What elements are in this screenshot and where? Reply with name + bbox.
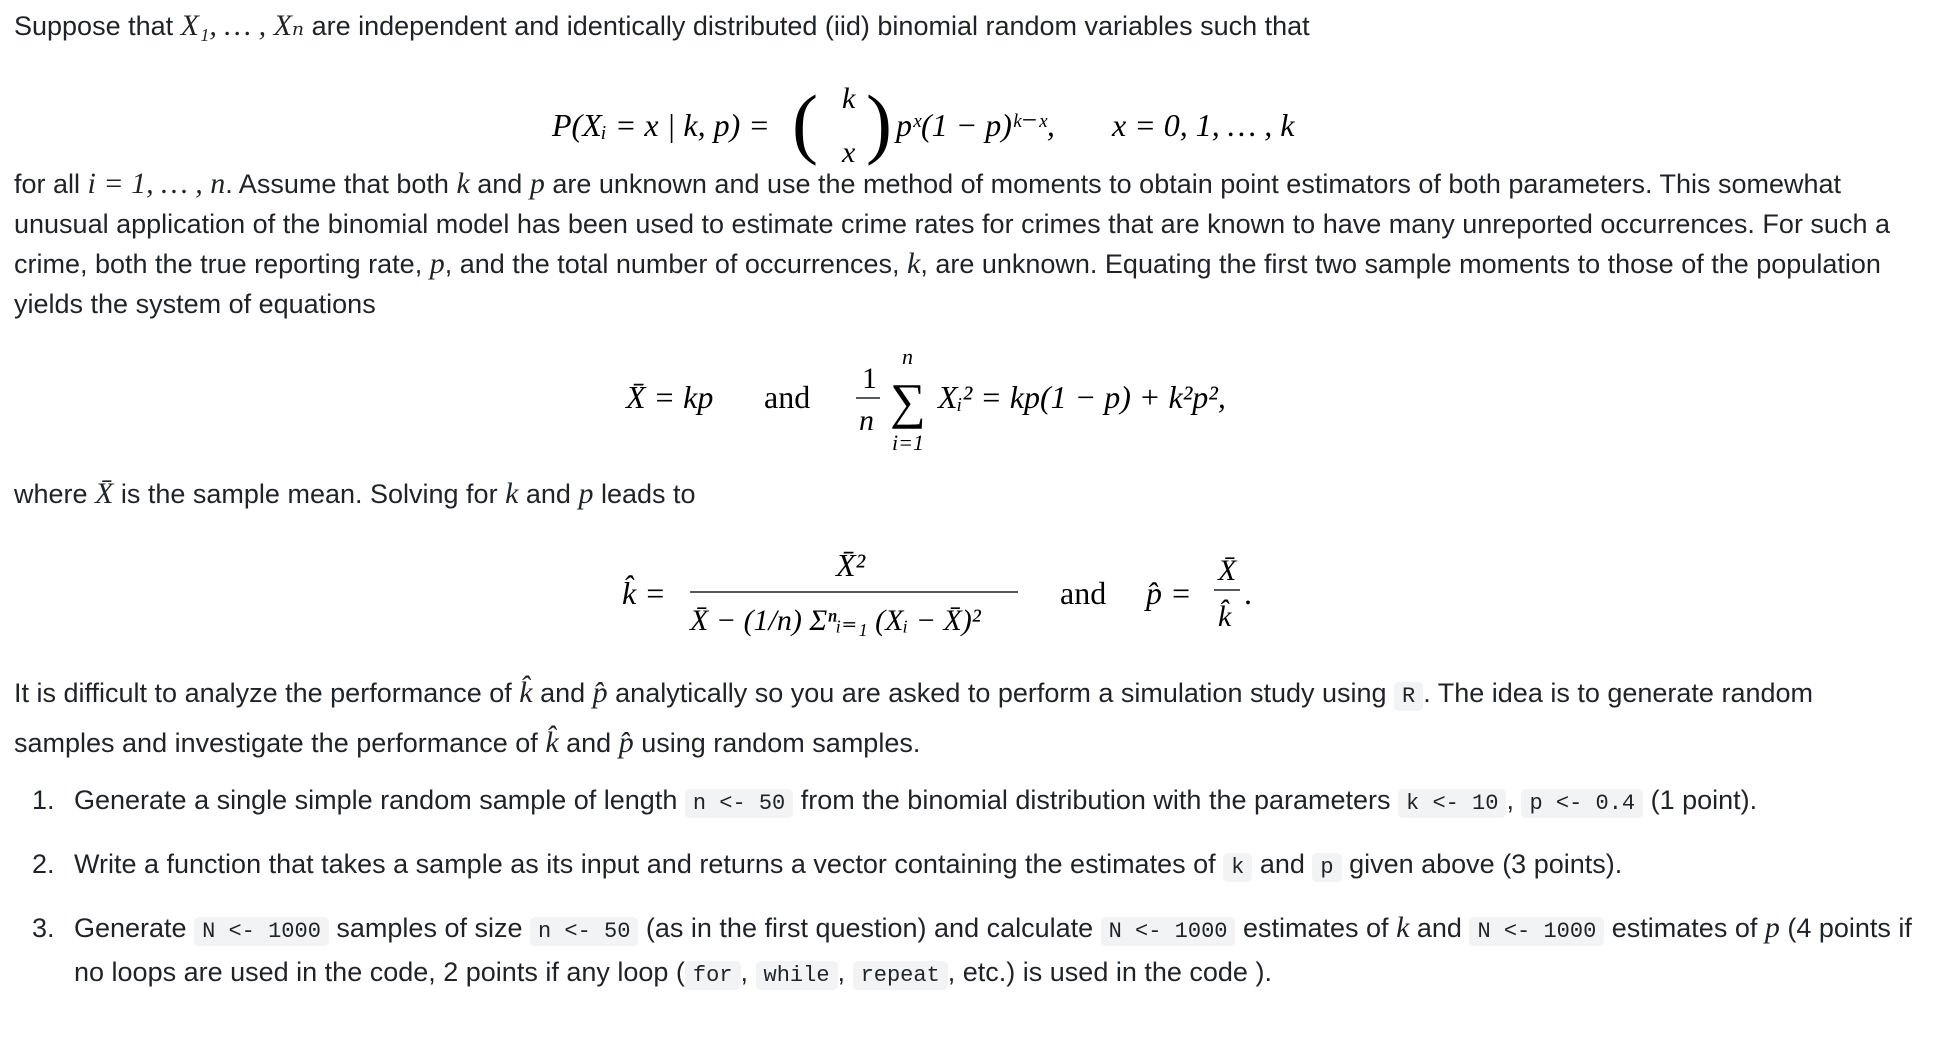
para2-text-5: , and the total number of occurrences, — [444, 249, 907, 279]
eq1-binom-bottom: x — [842, 136, 856, 166]
math-k: k — [456, 167, 470, 200]
task1-text-2: from the binomial distribution with the parameters — [793, 785, 1399, 815]
math-khat: k̂ — [519, 676, 533, 709]
para4-text-1: It is difficult to analyze the performance of — [14, 678, 520, 708]
para2-text-2: . Assume that both — [225, 169, 457, 199]
eq1-range: x = 0, 1, … , k — [1112, 107, 1295, 143]
code-while: while — [756, 961, 838, 990]
code-N-1000: N <- 1000 — [194, 917, 329, 946]
task3-text-2: samples of size — [328, 913, 530, 943]
eq2-sum-upper: n — [902, 344, 913, 369]
para3-text-4: leads to — [593, 479, 696, 509]
task2-text-3: given above (3 points). — [1341, 849, 1623, 879]
eq2-sum-lower: i=1 — [892, 430, 924, 455]
eq1-left-paren: ( — [792, 79, 818, 166]
para2-text-4: are unknown and use the method of moments to obtain point estimators of both parameters. This somewhat unusual application of the binomial model has been used to estimate crime rates for crimes that are known to have many unreported occurrences. For such a crime, both the true reporting rate, — [14, 169, 1890, 279]
para2-text-3: and — [469, 169, 530, 199]
eq1-rhs: pˣ(1 − p)ᵏ⁻ˣ, — [896, 107, 1055, 143]
eq2-frac-denominator: n — [859, 404, 874, 437]
eq1-lhs: P(Xᵢ = x | k, p) = — [552, 107, 770, 143]
math-khat: k̂ — [545, 726, 559, 759]
task1-text-4: (1 point). — [1643, 785, 1758, 815]
code-p-0-4: p <- 0.4 — [1521, 789, 1643, 818]
math-phat: p̂ — [618, 726, 634, 759]
intro-paragraph — [14, 6, 1914, 46]
eq2-rhs: Xᵢ² = kp(1 − p) + k²p², — [938, 379, 1226, 415]
task2-text-2: and — [1252, 849, 1313, 879]
para2-text-1: for all — [14, 169, 88, 199]
eq3-denominator: X̄ − (1/n) Σⁿᵢ₌₁ (Xᵢ − X̄)² — [690, 604, 981, 637]
para4-text-6: using random samples. — [633, 728, 921, 758]
code-k-10: k <- 10 — [1398, 789, 1506, 818]
eq3-phat-lhs: p̂ = — [1146, 575, 1192, 611]
code-repeat: repeat — [853, 961, 948, 990]
equation-moment-system — [14, 324, 1914, 464]
eq3-phat-denominator: k̂ — [1218, 600, 1232, 633]
math-i-range: i = 1, … , n — [87, 167, 226, 200]
task3-text-3: (as in the first question) and calculate — [638, 913, 1101, 943]
task3-text-6: estimates of — [1604, 913, 1765, 943]
math-p: p — [429, 247, 445, 280]
method-of-moments-paragraph — [14, 164, 1914, 324]
eq1-right-paren: ) — [866, 79, 892, 166]
eq3-numerator: X̄² — [836, 547, 866, 583]
para4-text-5: and — [558, 728, 619, 758]
math-k: k — [1396, 911, 1410, 944]
task3-text-4: estimates of — [1235, 913, 1397, 943]
eq3-period: . — [1244, 575, 1252, 611]
eq2-lhs: X̄ = kp — [626, 379, 714, 415]
eq3-khat-lhs: k̂ = — [622, 575, 666, 611]
task3-text-1: Generate — [74, 913, 195, 943]
math-p: p — [578, 477, 594, 510]
task-1 — [62, 780, 1914, 824]
code-N-1000: N <- 1000 — [1101, 917, 1236, 946]
intro-text-1: Suppose that — [14, 11, 181, 41]
simulation-paragraph — [14, 670, 1914, 766]
task3-text-9: , — [837, 957, 853, 987]
para4-text-2: and — [532, 678, 593, 708]
task3-text-7: (4 points if no loops are used in the code, 2 points if any loop ( — [74, 913, 1912, 987]
solving-paragraph — [14, 474, 1914, 514]
task3-text-10: , etc.) is used in the code ). — [947, 957, 1272, 987]
code-p: p — [1312, 853, 1341, 882]
eq3-and: and — [1060, 575, 1107, 611]
task3-text-5: and — [1409, 913, 1470, 943]
eq2-frac-numerator: 1 — [862, 362, 877, 395]
equation-binomial-pmf — [14, 46, 1914, 166]
code-n-50: n <- 50 — [530, 917, 638, 946]
document-page — [14, 6, 1914, 996]
para4-text-3: analytically so you are asked to perform a simulation study using — [607, 678, 1395, 708]
math-xbar: X̄ — [95, 477, 114, 510]
task-3 — [62, 908, 1914, 996]
math-p: p — [529, 167, 545, 200]
math-phat: p̂ — [592, 676, 608, 709]
equation-estimators — [14, 514, 1914, 654]
code-k: k — [1223, 853, 1252, 882]
math-x-sequence: X₁, … , Xₙ — [180, 9, 305, 42]
task2-text-1: Write a function that takes a sample as its input and returns a vector containing the estimates of — [74, 849, 1224, 879]
para3-text-3: and — [518, 479, 579, 509]
eq2-and: and — [764, 379, 811, 415]
code-r: R — [1394, 682, 1423, 711]
task1-text-3: , — [1506, 785, 1522, 815]
code-N-1000: N <- 1000 — [1469, 917, 1604, 946]
eq2-sigma: ∑ — [890, 373, 926, 429]
para4-text-4: . The idea is to generate random samples and investigate the performance of — [14, 678, 1813, 758]
para2-text-6: , are unknown. Equating the first two sample moments to those of the population yields the system of equations — [14, 249, 1881, 319]
code-n-50: n <- 50 — [685, 789, 793, 818]
task1-text-1: Generate a single simple random sample of length — [74, 785, 685, 815]
para3-text-1: where — [14, 479, 96, 509]
intro-text-2: are independent and identically distributed (iid) binomial random variables such that — [304, 11, 1310, 41]
task3-text-8: , — [740, 957, 756, 987]
eq3-phat-numerator: X̄ — [1218, 554, 1237, 587]
task-2 — [62, 844, 1914, 888]
math-k: k — [906, 247, 921, 280]
code-for: for — [685, 961, 741, 990]
eq1-binom-top: k — [842, 82, 856, 115]
para3-text-2: is the sample mean. Solving for — [113, 479, 506, 509]
math-k: k — [505, 477, 519, 510]
task-list — [14, 780, 1914, 996]
math-p: p — [1764, 911, 1780, 944]
